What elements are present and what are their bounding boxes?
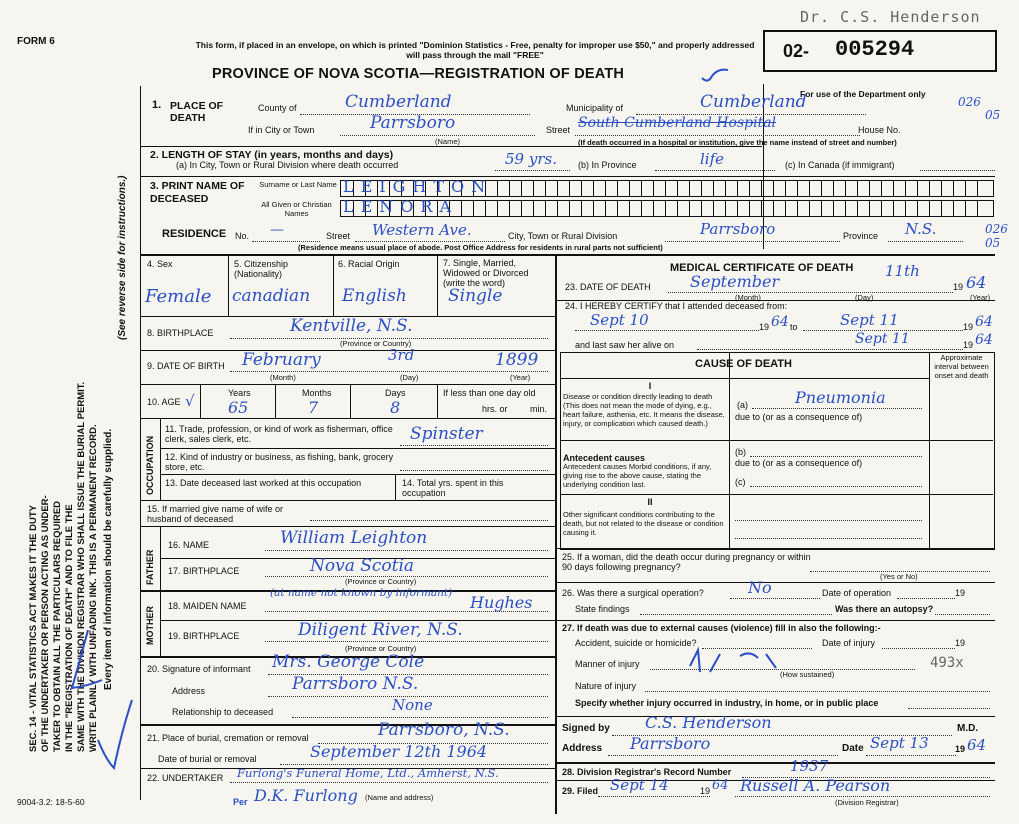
last-worked-label: 13. Date deceased last worked at this occupation (165, 478, 362, 488)
informant-sig-label: 20. Signature of informant (147, 664, 251, 674)
death-date-year: 64 (966, 273, 987, 292)
stay-c-line (920, 170, 995, 171)
side-notice-2: OF THE UNDERTAKER OR PERSON ACTING AS UNDER- (40, 495, 51, 752)
nature-label: Nature of injury (575, 681, 637, 691)
doctor-address-label: Address (562, 743, 603, 754)
col-line-c (437, 254, 438, 316)
age-col-b (275, 384, 276, 418)
doctor-address-value: Parrsboro (630, 734, 711, 753)
stay-label: 2. LENGTH OF STAY (in years, months and days) (150, 149, 394, 161)
nature-line (645, 691, 990, 692)
mother-birthplace-label: 19. BIRTHPLACE (168, 631, 240, 641)
rule-m2 (555, 548, 995, 549)
antecedent-label: Antecedent causes Morbid conditions, if any, giving rise to the above cause, stating the underlying condition last. (563, 462, 712, 489)
min-label: min. (530, 404, 548, 414)
given-label: All Given or Christian Names (261, 200, 332, 218)
filed-line (598, 796, 710, 797)
dept-code-3: 026 (985, 222, 1008, 236)
mother-bp-sub: (Province or Country) (345, 644, 417, 653)
father-name-value: William Leighton (280, 528, 428, 548)
residence-street-value: Western Ave. (372, 221, 472, 239)
stay-a-value: 59 yrs. (505, 150, 557, 168)
to-label: to (790, 322, 798, 332)
form-code: 9004-3.2: 18-5-60 (17, 797, 85, 807)
burial-date-line (280, 764, 548, 765)
days-label: Days (385, 388, 406, 398)
birthplace-label: 8. BIRTHPLACE (147, 328, 214, 338)
months-label: Months (302, 388, 332, 398)
father-birthplace-label: 17. BIRTHPLACE (168, 566, 240, 576)
maiden-value: Hughes (470, 593, 533, 612)
side-notice-1: SEC. 14 - VITAL STATISTICS ACT MAKES IT THE DUTY (28, 504, 39, 752)
rule-m5 (555, 716, 995, 717)
roman-two: II (647, 497, 653, 507)
surgery-value: No (748, 578, 772, 597)
per-label: Per (233, 797, 248, 807)
filed-yr-prefix: 19 (700, 786, 711, 796)
middle-border (555, 254, 557, 814)
dob-month: February (242, 350, 321, 370)
occ-side-line (160, 418, 161, 500)
trade-line (400, 445, 548, 446)
city-line (340, 135, 535, 136)
envelope-notice: This form, if placed in an envelope, on which is printed "Dominion Statistics - Free, penalty for improper use $50," and properly addressed will pass through the mail "FREE" (195, 40, 755, 60)
maiden-label: 18. MAIDEN NAME (168, 601, 247, 611)
cause-c-line (750, 486, 922, 487)
sig-date-line (866, 755, 956, 756)
racial-label: 6. Racial Origin (338, 259, 400, 269)
record-label: 28. Division Registrar's Record Number (562, 767, 732, 777)
state-findings-label: State findings (575, 604, 630, 614)
doctor-address-line (608, 755, 838, 756)
age-col-a (200, 384, 201, 418)
filed-yr: 64 (712, 778, 729, 793)
dept-code-4: 05 (985, 236, 1001, 250)
col-line-b (333, 254, 334, 316)
side-notice-5: SAME WITH THE DIVISION REGISTRAR WHO SHALL ISSUE THE BURIAL PERMIT. (76, 381, 87, 752)
county-value: Cumberland (345, 92, 452, 112)
yes-no-sub: (Yes or No) (880, 572, 918, 581)
last-saw-line (697, 349, 963, 350)
city-label: If in City or Town (248, 125, 315, 135)
registrar-line (735, 796, 990, 797)
hrs-label: hrs. or (482, 404, 508, 414)
rule-7 (140, 418, 555, 419)
death-year-sub: (Year) (970, 293, 991, 302)
total-yrs-label: 14. Total yrs. spent in this occupation (402, 478, 504, 498)
spouse-line (310, 520, 548, 521)
burial-date-value: September 12th 1964 (310, 742, 488, 761)
rule-2 (140, 176, 995, 177)
undertaker-value: Furlong's Funeral Home, Ltd., Amherst, N.S. (237, 766, 499, 780)
manner-label: Manner of injury (575, 659, 640, 669)
other-label: Other significant conditions contributing to the death, but not related to the disease or condition causing it. (563, 510, 724, 537)
dob-year: 1899 (495, 350, 539, 370)
municipality-value: Cumberland (700, 92, 807, 112)
birthplace-value: Kentville, N.S. (290, 316, 413, 336)
house-label: House No. (858, 125, 901, 135)
manner-sub: (How sustained) (780, 670, 835, 679)
death-date-day: 11th (885, 262, 920, 280)
sig-date-label: Date (842, 743, 864, 754)
per-value: D.K. Furlong (254, 786, 358, 805)
occupation-side-label: OCCUPATION (145, 435, 155, 495)
specify-line (908, 708, 990, 709)
pencil-annotation: Dr. C.S. Henderson (800, 8, 981, 26)
mother-birthplace-value: Diligent River, N.S. (298, 620, 463, 640)
rule-c3 (560, 494, 993, 495)
from-line (575, 330, 759, 331)
rule-5 (140, 350, 555, 351)
stay-a-label: (a) In City, Town or Rural Division where death occurred (176, 160, 399, 170)
street-label: Street (546, 125, 571, 135)
racial-value: English (342, 286, 407, 306)
cause-title: CAUSE OF DEATH (695, 358, 792, 370)
death-month-sub: (Month) (735, 293, 761, 302)
relationship-value: None (392, 696, 433, 714)
registration-number: 005294 (835, 37, 915, 62)
residence-label: RESIDENCE (162, 228, 227, 240)
letter-cell (977, 181, 990, 196)
immediate-label: Disease or condition directly leading to death (This does not mean the mode of dying, e.g., heart failure, asthenia, etc. It means the disease, injury, or complication which caused death.) (563, 392, 725, 428)
residence-no-line (252, 241, 320, 242)
signed-label: Signed by (562, 723, 610, 734)
death-day-sub: (Day) (855, 293, 874, 302)
manner-scribble-icon (680, 646, 790, 676)
col-line-a (228, 254, 229, 316)
rule-8 (160, 448, 555, 449)
dept-code-1: 026 (958, 95, 981, 109)
death-date-year-prefix: 19 (953, 282, 964, 292)
occ-col (395, 474, 396, 500)
father-name-line (265, 550, 548, 551)
residence-street-label: Street (326, 231, 351, 241)
check-mark-icon (700, 66, 730, 86)
op-date-line (897, 598, 955, 599)
md-label: M.D. (957, 723, 979, 734)
relationship-label: Relationship to deceased (172, 707, 274, 717)
last-saw-yr: 64 (975, 332, 993, 348)
age-label: 10. AGE (147, 397, 181, 407)
antecedent-head: Antecedent causes (563, 453, 646, 463)
rule-m3 (555, 582, 995, 583)
side-notice-8: (See reverse side for instructions.) (117, 175, 128, 340)
certify-label: 24. I HEREBY CERTIFY that I attended deceased from: (565, 301, 788, 311)
form-number: FORM 6 (17, 36, 55, 47)
cause-b-label: (b) (735, 447, 746, 457)
side-notice-6: WRITE PLAINLY WITH UNFADING INK. THIS IS A PERMANENT RECORD. (88, 424, 99, 752)
cause-a-line (752, 408, 922, 409)
rule-11 (140, 526, 555, 527)
rule-m6 (555, 762, 995, 764)
op-year-prefix: 19 (955, 588, 966, 598)
age-col-d (437, 384, 438, 418)
dob-month-sub: (Month) (270, 373, 296, 382)
woman-label: 25. If a woman, did the death occur during pregnancy or within 90 days following pregnancy? (562, 552, 811, 572)
marital-value: Single (448, 286, 503, 306)
registration-number-box (763, 30, 997, 72)
father-bp-sub: (Province or Country) (345, 577, 417, 586)
rule-m4 (555, 620, 995, 621)
burial-place-value: Parrsboro, N.S. (378, 720, 510, 740)
informant-sig-value: Mrs. George Cole (272, 652, 425, 672)
sig-yr-prefix: 19 (955, 744, 966, 754)
rule-c2 (560, 440, 993, 441)
to-yr: 64 (975, 314, 993, 330)
cause-col-1 (729, 352, 730, 548)
rule-c1 (560, 378, 930, 379)
medical-title: MEDICAL CERTIFICATE OF DEATH (670, 262, 854, 274)
residence-street-line (355, 241, 505, 242)
injury-date-line (882, 648, 955, 649)
injury-date-label: Date of injury (822, 638, 876, 648)
age-col-c (350, 384, 351, 418)
rule-10 (140, 500, 555, 501)
sex-value: Female (145, 286, 212, 307)
trade-label: 11. Trade, profession, or kind of work as fisherman, office clerk, sales clerk, etc. (165, 424, 393, 444)
side-notice-3: TAKER TO OBTAIN ALL THE PARTICULARS REQUIRED (52, 500, 63, 752)
place-label: PLACE OF DEATH (170, 100, 224, 124)
place-num: 1. (152, 99, 162, 111)
injury-year-prefix: 19 (955, 638, 966, 648)
last-saw-value: Sept 11 (855, 331, 910, 347)
undertaker-line (230, 782, 548, 783)
due-to-1: due to (or as a consequence of) (735, 412, 863, 422)
name-label: 3. PRINT NAME OF DECEASED (150, 180, 245, 205)
street-line (575, 135, 860, 136)
sex-label: 4. Sex (147, 259, 173, 269)
stay-a-line (495, 170, 570, 171)
marital-label: 7. Single, Married, Widowed or Divorced (write the word) (443, 258, 529, 288)
left-border (140, 254, 141, 800)
father-name-label: 16. NAME (168, 540, 210, 550)
margin-pen-marks (58, 600, 138, 780)
industry-line (400, 470, 548, 471)
rule-9 (160, 474, 555, 475)
county-label: County of (258, 103, 297, 113)
industry-label: 12. Kind of industry or business, as fishing, bank, grocery store, etc. (165, 452, 394, 472)
registrar-signature: Russell A. Pearson (740, 776, 891, 795)
signed-value: C.S. Henderson (645, 713, 772, 732)
op-date-label: Date of operation (822, 588, 892, 598)
other-line-2 (735, 538, 922, 539)
maiden-note: (at name not known by informant) (270, 587, 453, 599)
last-saw-yr-prefix: 19 (963, 340, 974, 350)
cause-b-line (750, 456, 922, 457)
due-to-2: due to (or as a consequence of) (735, 458, 863, 468)
burial-place-label: 21. Place of burial, cremation or removal (147, 733, 309, 743)
residence-province-line (888, 241, 963, 242)
dob-day-sub: (Day) (400, 373, 419, 382)
municipality-label: Municipality of (566, 103, 624, 113)
dob-day: 3rd (388, 346, 415, 364)
city-name-sub: (Name) (435, 137, 461, 146)
to-value: Sept 11 (840, 311, 899, 329)
given-name-value: LENORA (343, 197, 459, 216)
dept-use-label: For use of the Department only (800, 89, 926, 99)
rule-1 (140, 146, 762, 147)
years-label: Years (228, 388, 251, 398)
external-label: 27. If death was due to external causes (violence) fill in also the following:- (562, 623, 881, 633)
spouse-label: 15. If married give name of wife or husband of deceased (147, 504, 284, 524)
rule-6 (140, 384, 555, 385)
cause-a-label: (a) (737, 400, 748, 410)
residence-province-value: N.S. (905, 220, 937, 238)
sig-date-value: Sept 13 (870, 734, 929, 752)
sig-yr: 64 (967, 736, 987, 754)
years-value: 65 (228, 398, 249, 417)
stay-b-label: (b) In Province (578, 160, 637, 170)
other-line-1 (735, 520, 922, 521)
age-check: √ (185, 392, 195, 410)
relationship-line (292, 717, 548, 718)
surname-value: LEIGHTON (343, 177, 493, 196)
cause-col-2 (929, 352, 930, 548)
rule-3 (140, 254, 995, 256)
residence-no-label: No. (235, 231, 250, 241)
undertaker-label: 22. UNDERTAKER (147, 773, 224, 783)
residence-city-line (665, 241, 840, 242)
from-yr: 64 (771, 314, 789, 330)
surgery-label: 26. Was there a surgical operation? (562, 588, 704, 598)
informant-address-value: Parrsboro N.S. (292, 674, 419, 694)
dob-label: 9. DATE OF BIRTH (147, 361, 225, 371)
undertaker-sub: (Name and address) (365, 793, 434, 802)
mother-side-label: MOTHER (145, 606, 155, 645)
trade-value: Spinster (410, 424, 483, 444)
mother-birthplace-line (265, 641, 548, 642)
father-side-label: FATHER (145, 549, 155, 585)
interval-label: Approximate interval between onset and death (934, 353, 989, 380)
to-yr-prefix: 19 (963, 322, 974, 332)
stay-b-line (655, 170, 775, 171)
death-date-label: 23. DATE OF DEATH (565, 282, 651, 292)
cause-c-label: (c) (735, 477, 746, 487)
side-notice-4: IN THE "REGISTRATION OF DEATH" AND TO FILE THE (64, 504, 75, 752)
citizenship-label: 5. Citizenship (Nationality) (234, 259, 289, 279)
pencil-code: 493x (930, 655, 964, 671)
street-value: South Cumberland Hospital (578, 115, 777, 131)
findings-line (640, 614, 832, 615)
citizenship-value: canadian (232, 286, 311, 306)
accident-label: Accident, suicide or homicide? (575, 638, 697, 648)
dob-year-sub: (Year) (510, 373, 531, 382)
less-day-label: If less than one day old (443, 388, 536, 398)
death-date-line (668, 292, 953, 293)
father-birthplace-value: Nova Scotia (310, 556, 415, 576)
burial-date-label: Date of burial or removal (158, 754, 257, 764)
death-date-month: September (690, 272, 780, 291)
residence-note: (Residence means usual place of abode. Post Office Address for residents in rural parts not sufficient) (298, 243, 663, 252)
filed-value: Sept 14 (610, 776, 669, 794)
registration-prefix: 02- (783, 41, 810, 61)
residence-no-value: — (270, 222, 284, 238)
autopsy-line (935, 614, 990, 615)
roman-one: I (648, 381, 652, 391)
letter-cell (977, 201, 990, 216)
surgery-line (730, 598, 820, 599)
filed-label: 29. Filed (562, 786, 599, 796)
autopsy-label: Was there an autopsy? (835, 604, 934, 614)
from-value: Sept 10 (590, 311, 649, 329)
from-yr-prefix: 19 (759, 322, 770, 332)
stay-c-label: (c) In Canada (if immigrant) (785, 160, 895, 170)
residence-city-label: City, Town or Rural Division (508, 231, 618, 241)
days-value: 8 (390, 398, 401, 417)
city-value: Parrsboro (370, 113, 456, 133)
residence-city-value: Parrsboro (700, 220, 776, 238)
side-notice-7: Every item of information should be carefully supplied. (103, 428, 114, 690)
stay-b-value: life (700, 150, 725, 168)
dept-code-2: 05 (985, 108, 1001, 122)
months-value: 7 (308, 398, 319, 417)
registrar-sub: (Division Registrar) (835, 798, 899, 807)
last-saw-label: and last saw her alive on (575, 340, 675, 350)
residence-province-label: Province (843, 231, 879, 241)
specify-label: Specify whether injury occurred in industry, in home, or in public place (575, 698, 879, 708)
hospital-note: (If death occurred in a hospital or institution, give the name instead of street and number) (578, 138, 897, 147)
birthplace-sub: (Province or Country) (340, 339, 412, 348)
dob-line (230, 371, 548, 372)
record-value: 1937 (790, 757, 829, 775)
form-title: PROVINCE OF NOVA SCOTIA—REGISTRATION OF DEATH (212, 66, 625, 82)
surname-label: Surname or Last Name (259, 180, 337, 189)
informant-address-label: Address (172, 686, 206, 696)
cause-a-value: Pneumonia (795, 388, 886, 407)
